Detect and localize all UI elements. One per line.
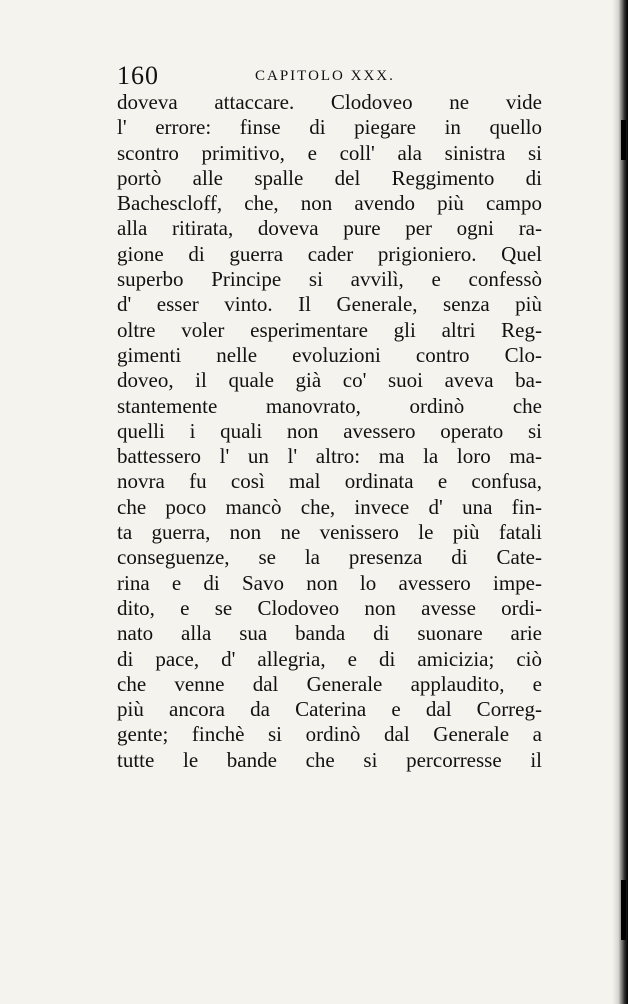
page-binding-edge (612, 0, 628, 1004)
text-line: dito, e se Clodoveo non avesse ordi- (117, 595, 542, 620)
text-line: doveva attaccare. Clodoveo ne vide (117, 90, 542, 114)
text-line: stantemente manovrato, ordinò che (117, 393, 542, 418)
page-header (117, 60, 547, 92)
text-line: gente; finchè si ordinò dal Generale a (117, 722, 542, 747)
text-line: tutte le bande che si percorresse il (117, 747, 542, 772)
text-line: battessero l' un l' altro: ma la loro ma- (117, 444, 542, 469)
text-line: alla ritirata, doveva pure per ogni ra- (117, 216, 542, 241)
text-line: gione di guerra cader prigioniero. Quel (117, 241, 542, 266)
text-line: oltre voler esperimentare gli altri Reg- (117, 317, 542, 342)
edge-shadow-mark (621, 880, 626, 940)
text-line: nato alla sua banda di suonare arie (117, 621, 542, 646)
text-line: di pace, d' allegria, e di amicizia; ciò (117, 646, 542, 671)
page-number: 160 (117, 61, 159, 90)
text-line: rina e di Savo non lo avessero impe- (117, 570, 542, 595)
text-line: gimenti nelle evoluzioni contro Clo- (117, 342, 542, 367)
text-line: l' errore: finse di piegare in quello (117, 115, 542, 140)
text-line: scontro primitivo, e coll' ala sinistra si (117, 140, 542, 165)
text-line: conseguenze, se la presenza di Cate- (117, 545, 542, 570)
text-line: d' esser vinto. Il Generale, senza più (117, 292, 542, 317)
text-line: novra fu così mal ordinata e confusa, (117, 469, 542, 494)
text-line: Bachescloff, che, non avendo più campo (117, 191, 542, 216)
text-line: doveo, il quale già co' suoi aveva ba- (117, 368, 542, 393)
edge-shadow-mark (621, 120, 626, 160)
text-line: più ancora da Caterina e dal Correg- (117, 697, 542, 722)
text-line: che poco mancò che, invece d' una fin- (117, 494, 542, 519)
text-line: portò alle spalle del Reggimento di (117, 165, 542, 190)
text-line: che venne dal Generale applaudito, e (117, 671, 542, 696)
body-text (117, 90, 542, 773)
text-line: superbo Principe si avvilì, e confessò (117, 267, 542, 292)
text-line: ta guerra, non ne venissero le più fatali (117, 520, 542, 545)
running-head: CAPITOLO XXX. (255, 68, 395, 84)
text-line: quelli i quali non avessero operato si (117, 418, 542, 443)
